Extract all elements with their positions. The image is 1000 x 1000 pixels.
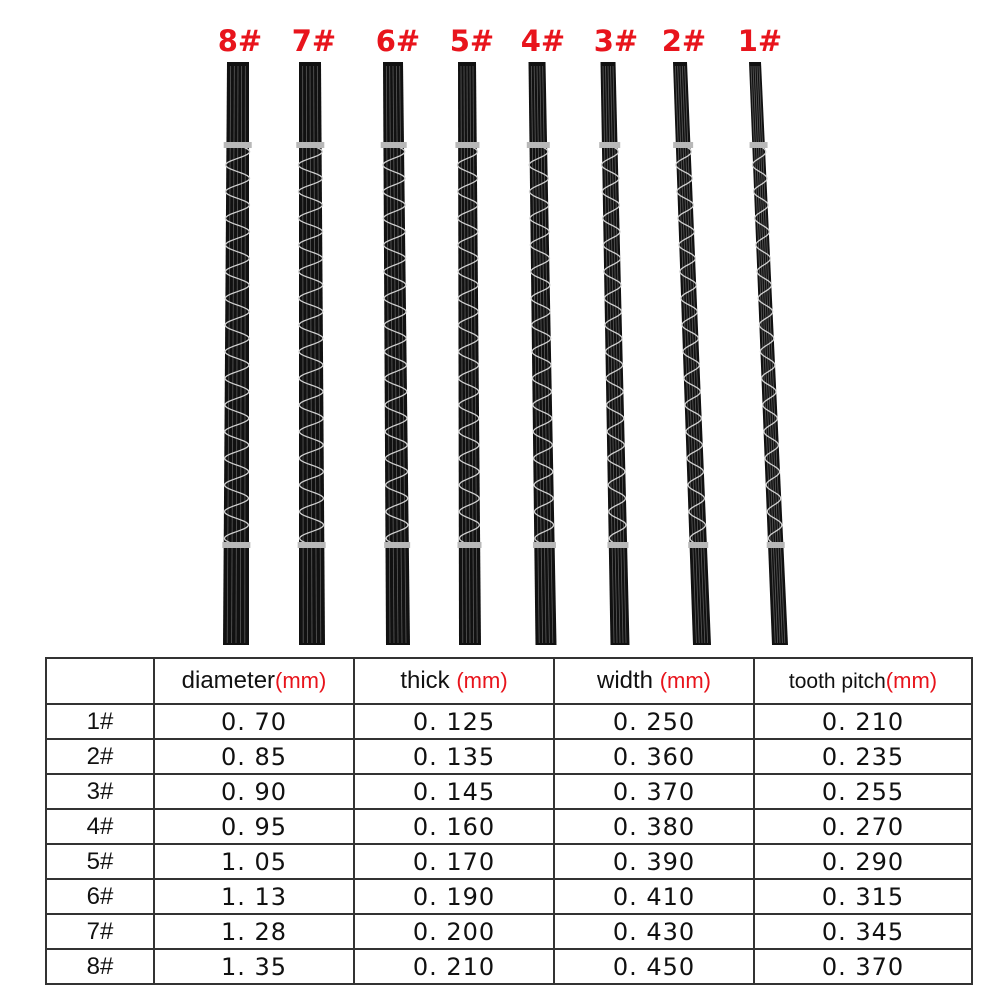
- diameter-cell: 0. 70: [154, 704, 354, 739]
- tooth-pitch-cell: 0. 270: [754, 809, 972, 844]
- blade-bundle: [455, 62, 481, 645]
- diameter-cell: 1. 13: [154, 879, 354, 914]
- binding-band: [381, 142, 407, 148]
- binding-band: [750, 142, 768, 148]
- table-row: [46, 809, 972, 844]
- binding-band: [296, 142, 324, 148]
- tooth-pitch-cell: 0. 315: [754, 879, 972, 914]
- thick-cell: 0. 125: [354, 704, 554, 739]
- row-size-label: 5#: [46, 844, 154, 879]
- binding-band: [599, 142, 620, 148]
- spec-table: [45, 657, 973, 985]
- table-row: [46, 774, 972, 809]
- thick-cell: 0. 135: [354, 739, 554, 774]
- size-label: 7#: [291, 24, 337, 58]
- binding-band: [224, 142, 252, 148]
- size-label: 5#: [449, 24, 495, 58]
- row-size-label: 3#: [46, 774, 154, 809]
- binding-band: [384, 542, 410, 548]
- thick-cell: 0. 200: [354, 914, 554, 949]
- table-header-row: [46, 658, 972, 704]
- row-size-label: 6#: [46, 879, 154, 914]
- table-row: [46, 949, 972, 984]
- row-size-label: 7#: [46, 914, 154, 949]
- diameter-cell: 1. 28: [154, 914, 354, 949]
- row-size-label: 4#: [46, 809, 154, 844]
- row-size-label: 1#: [46, 704, 154, 739]
- width-cell: 0. 410: [554, 879, 754, 914]
- tooth-pitch-cell: 0. 345: [754, 914, 972, 949]
- table-row: [46, 844, 972, 879]
- binding-band: [455, 142, 479, 148]
- binding-band: [222, 542, 250, 548]
- size-label: 1#: [737, 24, 783, 58]
- blade-strand: [755, 66, 780, 643]
- tooth-pitch-cell: 0. 235: [754, 739, 972, 774]
- size-label: 4#: [520, 24, 566, 58]
- binding-band: [298, 542, 326, 548]
- tooth-pitch-cell: 0. 255: [754, 774, 972, 809]
- tooth-pitch-cell: 0. 210: [754, 704, 972, 739]
- blade-bundle: [749, 62, 788, 645]
- header-tooth-pitch: tooth pitch(mm): [754, 658, 972, 704]
- blade-bundle: [222, 62, 251, 645]
- width-cell: 0. 390: [554, 844, 754, 879]
- width-cell: 0. 370: [554, 774, 754, 809]
- blade-bundle: [381, 62, 410, 645]
- binding-band: [673, 142, 693, 148]
- binding-band: [767, 542, 785, 548]
- diameter-cell: 0. 90: [154, 774, 354, 809]
- size-label: 2#: [661, 24, 707, 58]
- binding-band: [457, 542, 481, 548]
- table-row: [46, 914, 972, 949]
- size-label: 3#: [593, 24, 639, 58]
- blade-bundle: [673, 62, 711, 645]
- table-row: [46, 879, 972, 914]
- binding-band: [607, 542, 628, 548]
- width-cell: 0. 360: [554, 739, 754, 774]
- binding-band: [533, 542, 556, 548]
- table-row: [46, 704, 972, 739]
- thick-cell: 0. 160: [354, 809, 554, 844]
- blade-bundle: [599, 62, 629, 645]
- diameter-cell: 1. 35: [154, 949, 354, 984]
- diameter-cell: 1. 05: [154, 844, 354, 879]
- binding-band: [527, 142, 550, 148]
- header-corner: [46, 658, 154, 704]
- tooth-pitch-cell: 0. 370: [754, 949, 972, 984]
- binding-band: [688, 542, 708, 548]
- row-size-label: 2#: [46, 739, 154, 774]
- width-cell: 0. 380: [554, 809, 754, 844]
- table-row: [46, 739, 972, 774]
- thick-cell: 0. 170: [354, 844, 554, 879]
- diameter-cell: 0. 95: [154, 809, 354, 844]
- width-cell: 0. 250: [554, 704, 754, 739]
- thick-cell: 0. 190: [354, 879, 554, 914]
- thick-cell: 0. 145: [354, 774, 554, 809]
- width-cell: 0. 430: [554, 914, 754, 949]
- row-size-label: 8#: [46, 949, 154, 984]
- size-label: 8#: [217, 24, 263, 58]
- tooth-pitch-cell: 0. 290: [754, 844, 972, 879]
- diameter-cell: 0. 85: [154, 739, 354, 774]
- header-thick: thick (mm): [354, 658, 554, 704]
- header-diameter: diameter(mm): [154, 658, 354, 704]
- header-width: width (mm): [554, 658, 754, 704]
- blade-bundle: [527, 62, 557, 645]
- width-cell: 0. 450: [554, 949, 754, 984]
- size-label: 6#: [375, 24, 421, 58]
- blade-strand: [245, 66, 246, 643]
- blade-bundle: [296, 62, 325, 645]
- thick-cell: 0. 210: [354, 949, 554, 984]
